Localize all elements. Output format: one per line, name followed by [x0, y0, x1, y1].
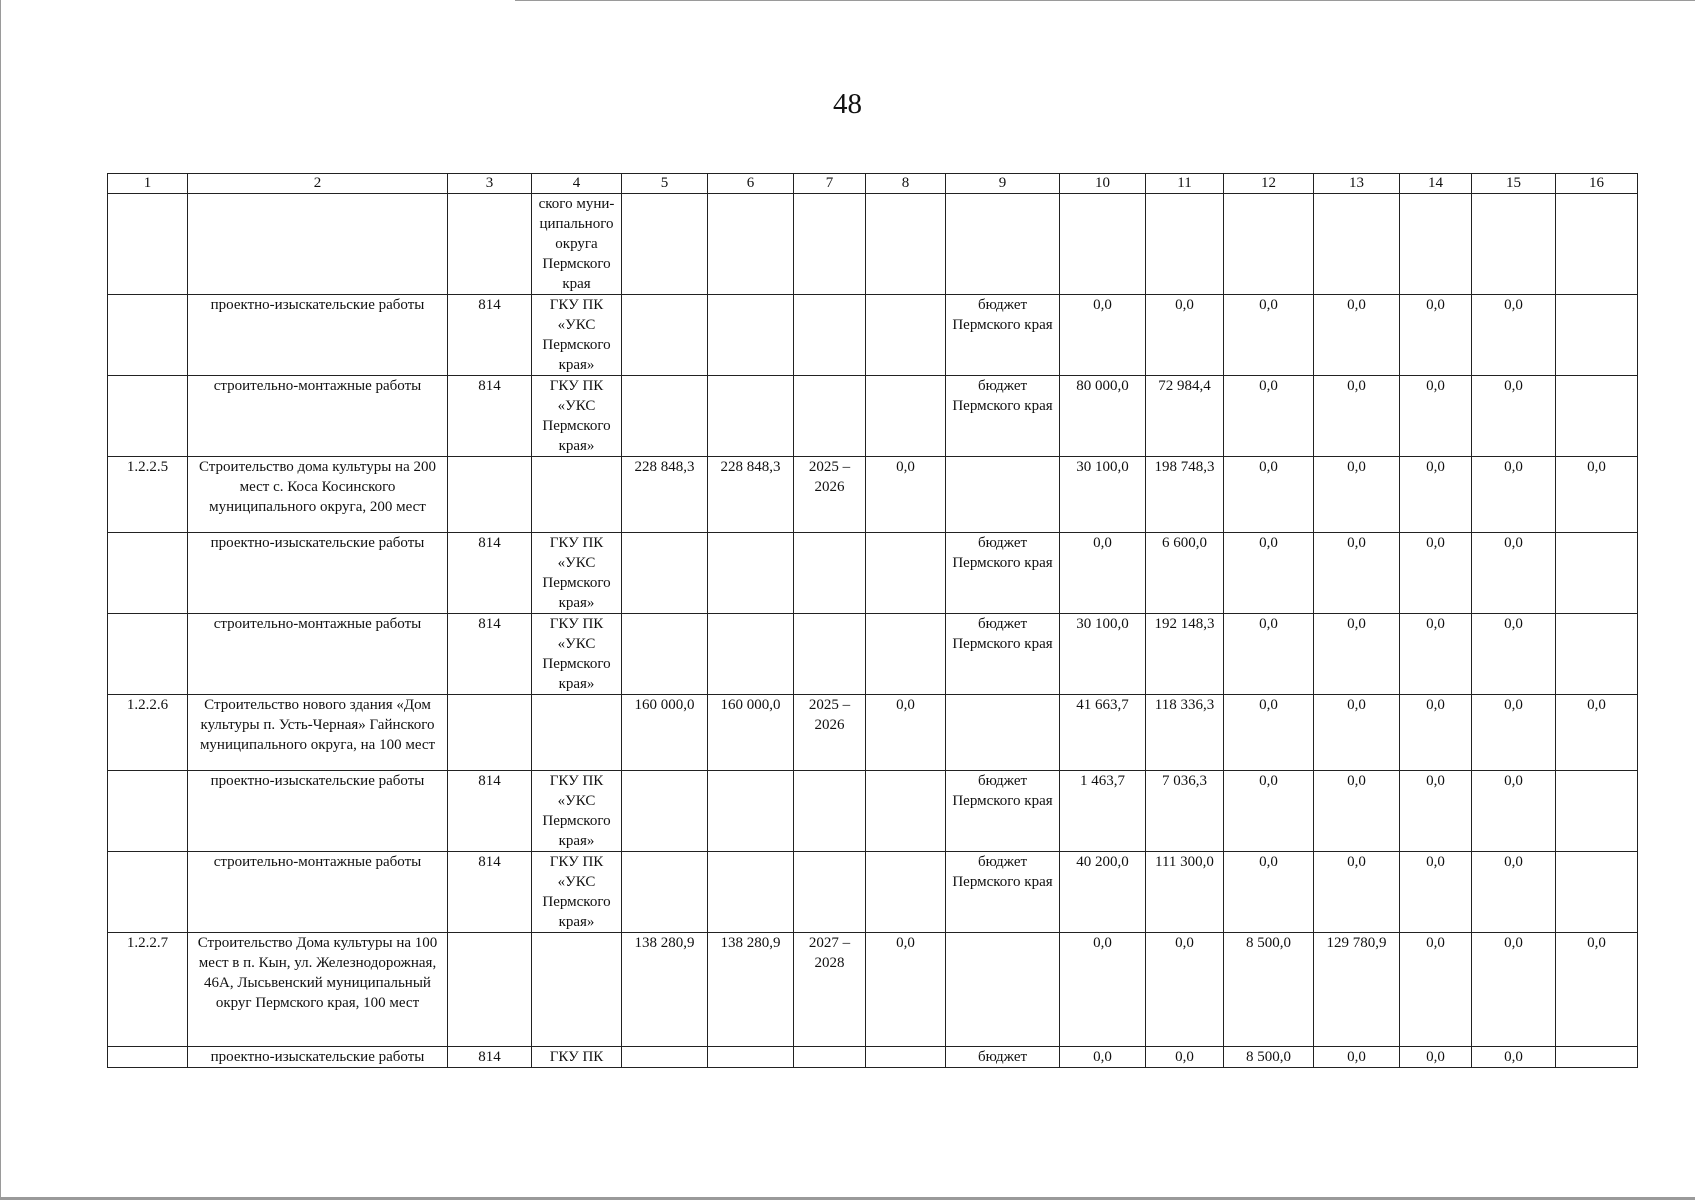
years-cell [794, 194, 866, 295]
value-col-14-cell: 0,0 [1400, 771, 1472, 852]
table-body [108, 174, 1638, 1068]
column-number-header: 11 [1146, 174, 1224, 194]
funding-source-cell [946, 933, 1060, 1047]
row-number-cell: 1.2.2.5 [108, 457, 188, 533]
years-cell: 2025 – 2026 [794, 457, 866, 533]
value-col-10-cell: 0,0 [1060, 933, 1146, 1047]
row-number-cell [108, 295, 188, 376]
value-col-8-cell: 0,0 [866, 933, 946, 1047]
value-col-12-cell: 0,0 [1224, 852, 1314, 933]
value-col-13-cell: 0,0 [1314, 852, 1400, 933]
value-col-16-cell: 0,0 [1556, 457, 1638, 533]
funding-source-cell: бюджет Пермского края [946, 295, 1060, 376]
executor-cell [532, 457, 622, 533]
value-col-14-cell: 0,0 [1400, 457, 1472, 533]
value-col-8-cell [866, 533, 946, 614]
value-col-11-cell: 6 600,0 [1146, 533, 1224, 614]
value-col-8-cell: 0,0 [866, 695, 946, 771]
cost-remaining-cell [708, 614, 794, 695]
years-cell [794, 376, 866, 457]
total-cost-cell: 160 000,0 [622, 695, 708, 771]
value-col-16-cell [1556, 852, 1638, 933]
table-row [108, 194, 1638, 295]
total-cost-cell [622, 533, 708, 614]
executor-cell: ГКУ ПК [532, 1047, 622, 1068]
table-row [108, 852, 1638, 933]
cost-remaining-cell [708, 533, 794, 614]
value-col-8-cell [866, 295, 946, 376]
value-col-13-cell: 0,0 [1314, 771, 1400, 852]
funding-source-cell: бюджет Пермского края [946, 771, 1060, 852]
value-col-10-cell: 40 200,0 [1060, 852, 1146, 933]
value-col-14-cell: 0,0 [1400, 933, 1472, 1047]
row-number-cell [108, 852, 188, 933]
total-cost-cell [622, 1047, 708, 1068]
table-row [108, 295, 1638, 376]
page-number: 48 [833, 88, 862, 120]
row-number-cell [108, 533, 188, 614]
value-col-8-cell [866, 614, 946, 695]
value-col-10-cell: 0,0 [1060, 295, 1146, 376]
value-col-13-cell: 0,0 [1314, 376, 1400, 457]
column-number-header: 2 [188, 174, 448, 194]
scan-edge-left [0, 0, 1, 1200]
row-number-cell: 1.2.2.7 [108, 933, 188, 1047]
cost-remaining-cell [708, 376, 794, 457]
funding-source-cell: бюджет Пермского края [946, 533, 1060, 614]
column-number-header: 10 [1060, 174, 1146, 194]
row-name-cell: строительно-монтажные работы [188, 852, 448, 933]
total-cost-cell: 228 848,3 [622, 457, 708, 533]
value-col-12-cell: 0,0 [1224, 376, 1314, 457]
years-cell [794, 295, 866, 376]
cost-remaining-cell [708, 194, 794, 295]
column-number-header: 12 [1224, 174, 1314, 194]
budget-code-cell: 814 [448, 771, 532, 852]
row-number-cell [108, 376, 188, 457]
years-cell: 2025 – 2026 [794, 695, 866, 771]
value-col-8-cell: 0,0 [866, 457, 946, 533]
budget-code-cell: 814 [448, 1047, 532, 1068]
value-col-10-cell: 30 100,0 [1060, 614, 1146, 695]
years-cell: 2027 – 2028 [794, 933, 866, 1047]
table-row [108, 533, 1638, 614]
years-cell [794, 771, 866, 852]
value-col-10-cell: 1 463,7 [1060, 771, 1146, 852]
row-number-cell [108, 614, 188, 695]
table-row [108, 614, 1638, 695]
value-col-10-cell: 30 100,0 [1060, 457, 1146, 533]
column-number-header: 16 [1556, 174, 1638, 194]
value-col-15-cell [1472, 194, 1556, 295]
executor-cell: ГКУ ПК «УКС Пермского края» [532, 614, 622, 695]
value-col-11-cell: 118 336,3 [1146, 695, 1224, 771]
column-number-header: 5 [622, 174, 708, 194]
cost-remaining-cell [708, 295, 794, 376]
value-col-15-cell: 0,0 [1472, 376, 1556, 457]
value-col-13-cell: 0,0 [1314, 1047, 1400, 1068]
funding-source-cell: бюджет Пермского края [946, 614, 1060, 695]
value-col-13-cell [1314, 194, 1400, 295]
executor-cell: ГКУ ПК «УКС Пермского края» [532, 376, 622, 457]
row-name-cell: проектно-изыскательские работы [188, 533, 448, 614]
value-col-11-cell [1146, 194, 1224, 295]
value-col-16-cell [1556, 614, 1638, 695]
row-name-cell [188, 194, 448, 295]
value-col-11-cell: 198 748,3 [1146, 457, 1224, 533]
value-col-12-cell: 0,0 [1224, 533, 1314, 614]
value-col-10-cell: 80 000,0 [1060, 376, 1146, 457]
budget-code-cell: 814 [448, 376, 532, 457]
value-col-15-cell: 0,0 [1472, 771, 1556, 852]
value-col-13-cell: 0,0 [1314, 695, 1400, 771]
column-number-header: 8 [866, 174, 946, 194]
value-col-14-cell: 0,0 [1400, 695, 1472, 771]
value-col-11-cell: 0,0 [1146, 295, 1224, 376]
value-col-12-cell: 8 500,0 [1224, 1047, 1314, 1068]
value-col-15-cell: 0,0 [1472, 533, 1556, 614]
value-col-16-cell [1556, 1047, 1638, 1068]
budget-code-cell: 814 [448, 614, 532, 695]
value-col-11-cell: 72 984,4 [1146, 376, 1224, 457]
budget-code-cell: 814 [448, 533, 532, 614]
value-col-11-cell: 7 036,3 [1146, 771, 1224, 852]
value-col-8-cell [866, 194, 946, 295]
value-col-15-cell: 0,0 [1472, 852, 1556, 933]
funding-source-cell [946, 194, 1060, 295]
budget-code-cell [448, 457, 532, 533]
row-name-cell: строительно-монтажные работы [188, 376, 448, 457]
value-col-16-cell: 0,0 [1556, 933, 1638, 1047]
value-col-12-cell: 0,0 [1224, 457, 1314, 533]
value-col-8-cell [866, 376, 946, 457]
executor-cell: ГКУ ПК «УКС Пермского края» [532, 852, 622, 933]
executor-cell [532, 933, 622, 1047]
budget-table [107, 173, 1638, 1068]
value-col-16-cell [1556, 533, 1638, 614]
value-col-13-cell: 0,0 [1314, 295, 1400, 376]
table-row [108, 771, 1638, 852]
row-name-cell: проектно-изыскательские работы [188, 295, 448, 376]
executor-cell [532, 695, 622, 771]
row-name-cell: Строительство нового здания «Дом культуры п. Усть-Черная» Гайнского муниципального округа, на 100 мест [188, 695, 448, 771]
value-col-15-cell: 0,0 [1472, 1047, 1556, 1068]
total-cost-cell [622, 194, 708, 295]
value-col-8-cell [866, 771, 946, 852]
table-row [108, 376, 1638, 457]
budget-code-cell [448, 194, 532, 295]
column-number-header: 3 [448, 174, 532, 194]
value-col-15-cell: 0,0 [1472, 695, 1556, 771]
value-col-11-cell: 0,0 [1146, 933, 1224, 1047]
header-row [108, 174, 1638, 194]
cost-remaining-cell: 138 280,9 [708, 933, 794, 1047]
value-col-15-cell: 0,0 [1472, 295, 1556, 376]
value-col-14-cell: 0,0 [1400, 533, 1472, 614]
scan-edge-top [515, 0, 1695, 1]
value-col-16-cell [1556, 194, 1638, 295]
years-cell [794, 852, 866, 933]
value-col-14-cell: 0,0 [1400, 376, 1472, 457]
value-col-13-cell: 129 780,9 [1314, 933, 1400, 1047]
total-cost-cell [622, 295, 708, 376]
value-col-15-cell: 0,0 [1472, 614, 1556, 695]
total-cost-cell [622, 376, 708, 457]
executor-cell: ГКУ ПК «УКС Пермского края» [532, 771, 622, 852]
budget-code-cell: 814 [448, 295, 532, 376]
row-number-cell [108, 194, 188, 295]
value-col-10-cell [1060, 194, 1146, 295]
total-cost-cell [622, 852, 708, 933]
value-col-11-cell: 111 300,0 [1146, 852, 1224, 933]
table-row [108, 457, 1638, 533]
executor-cell: ГКУ ПК «УКС Пермского края» [532, 533, 622, 614]
row-name-cell: проектно-изыскательские работы [188, 771, 448, 852]
funding-source-cell: бюджет [946, 1047, 1060, 1068]
total-cost-cell: 138 280,9 [622, 933, 708, 1047]
value-col-14-cell: 0,0 [1400, 295, 1472, 376]
column-number-header: 13 [1314, 174, 1400, 194]
total-cost-cell [622, 771, 708, 852]
funding-source-cell: бюджет Пермского края [946, 376, 1060, 457]
value-col-14-cell [1400, 194, 1472, 295]
funding-source-cell [946, 695, 1060, 771]
value-col-12-cell: 0,0 [1224, 771, 1314, 852]
cost-remaining-cell [708, 852, 794, 933]
years-cell [794, 533, 866, 614]
value-col-13-cell: 0,0 [1314, 533, 1400, 614]
value-col-14-cell: 0,0 [1400, 614, 1472, 695]
value-col-15-cell: 0,0 [1472, 457, 1556, 533]
budget-code-cell [448, 695, 532, 771]
cost-remaining-cell: 160 000,0 [708, 695, 794, 771]
budget-code-cell: 814 [448, 852, 532, 933]
row-name-cell: проектно-изыскательские работы [188, 1047, 448, 1068]
column-number-header: 15 [1472, 174, 1556, 194]
table-row [108, 1047, 1638, 1068]
value-col-11-cell: 0,0 [1146, 1047, 1224, 1068]
value-col-11-cell: 192 148,3 [1146, 614, 1224, 695]
value-col-10-cell: 41 663,7 [1060, 695, 1146, 771]
value-col-10-cell: 0,0 [1060, 533, 1146, 614]
column-number-header: 9 [946, 174, 1060, 194]
cost-remaining-cell [708, 771, 794, 852]
budget-code-cell [448, 933, 532, 1047]
row-name-cell: Строительство Дома культуры на 100 мест в п. Кын, ул. Железнодорожная, 46А, Лысьвенский муниципальный округ Пермского края, 100 мест [188, 933, 448, 1047]
value-col-8-cell [866, 1047, 946, 1068]
value-col-16-cell: 0,0 [1556, 695, 1638, 771]
row-number-cell: 1.2.2.6 [108, 695, 188, 771]
years-cell [794, 1047, 866, 1068]
executor-cell: ГКУ ПК «УКС Пермского края» [532, 295, 622, 376]
funding-source-cell: бюджет Пермского края [946, 852, 1060, 933]
cost-remaining-cell [708, 1047, 794, 1068]
column-number-header: 4 [532, 174, 622, 194]
row-number-cell [108, 1047, 188, 1068]
value-col-10-cell: 0,0 [1060, 1047, 1146, 1068]
cost-remaining-cell: 228 848,3 [708, 457, 794, 533]
column-number-header: 7 [794, 174, 866, 194]
row-number-cell [108, 771, 188, 852]
funding-source-cell [946, 457, 1060, 533]
value-col-13-cell: 0,0 [1314, 457, 1400, 533]
value-col-14-cell: 0,0 [1400, 1047, 1472, 1068]
value-col-15-cell: 0,0 [1472, 933, 1556, 1047]
column-number-header: 14 [1400, 174, 1472, 194]
years-cell [794, 614, 866, 695]
value-col-16-cell [1556, 295, 1638, 376]
value-col-13-cell: 0,0 [1314, 614, 1400, 695]
value-col-8-cell [866, 852, 946, 933]
value-col-12-cell [1224, 194, 1314, 295]
value-col-12-cell: 8 500,0 [1224, 933, 1314, 1047]
column-number-header: 6 [708, 174, 794, 194]
value-col-12-cell: 0,0 [1224, 695, 1314, 771]
value-col-12-cell: 0,0 [1224, 614, 1314, 695]
row-name-cell: строительно-монтажные работы [188, 614, 448, 695]
column-number-header: 1 [108, 174, 188, 194]
total-cost-cell [622, 614, 708, 695]
executor-cell: ского муни-ципального округа Пермского края [532, 194, 622, 295]
table-row [108, 695, 1638, 771]
value-col-14-cell: 0,0 [1400, 852, 1472, 933]
value-col-16-cell [1556, 771, 1638, 852]
value-col-16-cell [1556, 376, 1638, 457]
table-row [108, 933, 1638, 1047]
row-name-cell: Строительство дома культуры на 200 мест с. Коса Косинского муниципального округа, 200 мест [188, 457, 448, 533]
value-col-12-cell: 0,0 [1224, 295, 1314, 376]
